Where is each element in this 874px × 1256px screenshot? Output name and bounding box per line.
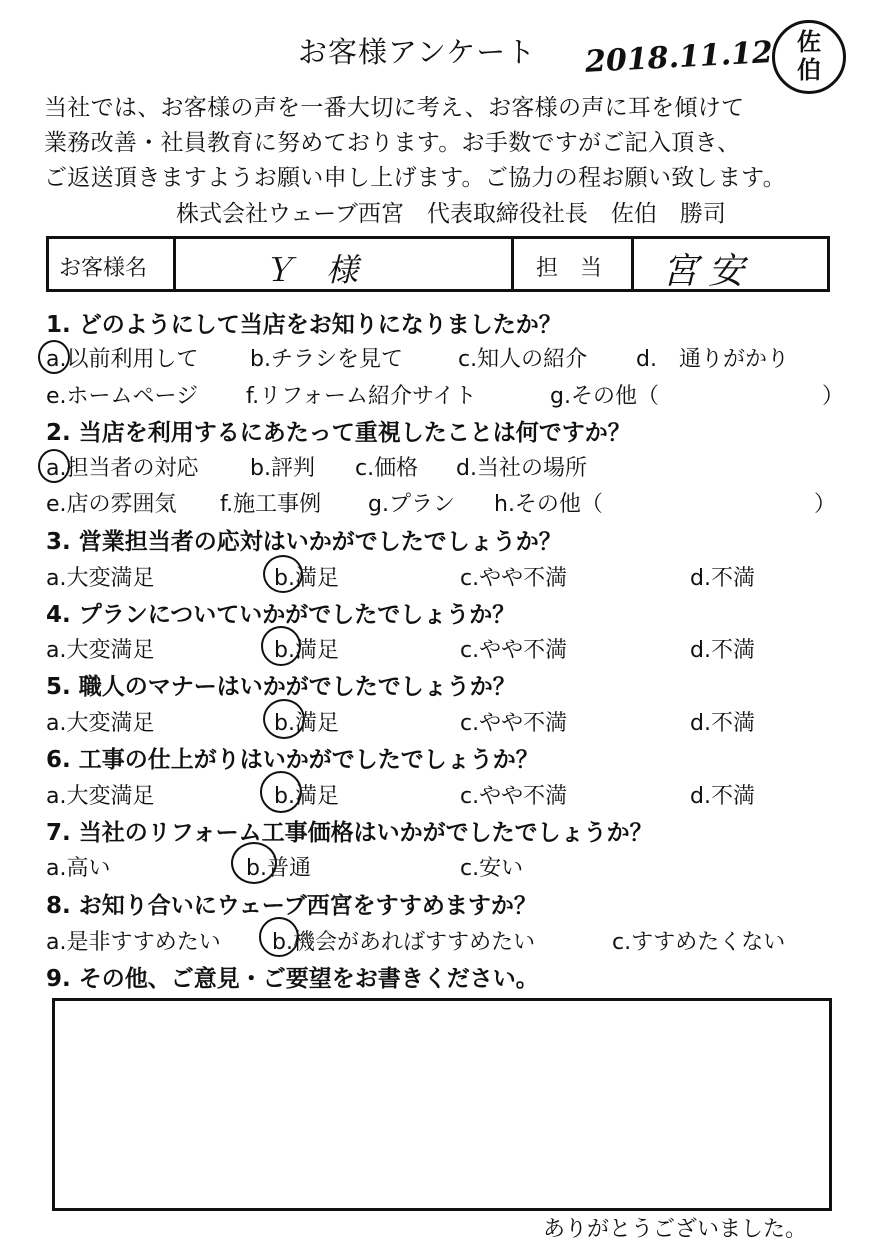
question-7: 7. 当社のリフォーム工事価格はいかがでしたでしょうか？ xyxy=(46,820,653,846)
q3-option-c[interactable]: c.やや不満 xyxy=(460,566,568,591)
q2-option-h[interactable]: h.その他（ xyxy=(494,492,603,517)
question-9: 9. その他、ご意見・ご要望をお書きください。 xyxy=(46,966,539,992)
seal-char-1: 佐 xyxy=(797,28,821,56)
question-6: 6. 工事の仕上がりはいかがでしたでしょうか？ xyxy=(46,747,539,773)
q4-option-d[interactable]: d.不満 xyxy=(690,638,755,663)
selected-circle-q2 xyxy=(38,449,70,483)
q6-option-a[interactable]: a.大変満足 xyxy=(46,784,155,809)
q1-option-d[interactable]: d. 通りがかり xyxy=(636,347,789,372)
q3-option-a[interactable]: a.大変満足 xyxy=(46,566,155,591)
question-4: 4. プランについていかがでしたでしょうか？ xyxy=(46,602,516,628)
q6-option-c[interactable]: c.やや不満 xyxy=(460,784,568,809)
q5-option-a[interactable]: a.大変満足 xyxy=(46,711,155,736)
staff-label-cell xyxy=(514,239,634,289)
customer-label-cell xyxy=(49,239,176,289)
q3-option-d[interactable]: d.不満 xyxy=(690,566,755,591)
selected-circle-q6 xyxy=(260,771,302,813)
q4-option-c[interactable]: c.やや不満 xyxy=(460,638,568,663)
question-2: 2. 当店を利用するにあたって重視したことは何ですか？ xyxy=(46,420,631,446)
seal-char-2: 伯 xyxy=(797,56,821,84)
q2-option-h-close: ） xyxy=(814,492,837,517)
q2-option-d[interactable]: d.当社の場所 xyxy=(456,456,587,481)
survey-title: お客様アンケート xyxy=(298,35,537,69)
q1-option-a[interactable]: a.以前利用して xyxy=(46,347,199,372)
q5-option-c[interactable]: c.やや不満 xyxy=(460,711,568,736)
q1-option-g-close: ） xyxy=(822,384,845,409)
q7-option-c[interactable]: c.安い xyxy=(460,856,524,881)
handwritten-date: 2018.11.12 xyxy=(584,35,774,80)
selected-circle-q8 xyxy=(259,917,299,957)
comment-box[interactable] xyxy=(52,998,832,1211)
customer-value: Ｙ 様 xyxy=(262,251,359,289)
q2-option-g[interactable]: g.プラン xyxy=(368,492,455,517)
staff-value: 宮安 xyxy=(662,251,755,292)
intro-line-2: 業務改善・社員教育に努めております。お手数ですがご記入頂き、 xyxy=(44,130,741,156)
q3-option-b[interactable]: b.満足 xyxy=(274,566,339,591)
q7-option-a[interactable]: a.高い xyxy=(46,856,111,881)
staff-value-cell xyxy=(634,239,827,292)
q1-option-f[interactable]: f.リフォーム紹介サイト xyxy=(246,384,477,409)
intro-line-1: 当社では、お客様の声を一番大切に考え、お客様の声に耳を傾けて xyxy=(44,95,745,121)
selected-circle-q7 xyxy=(231,842,277,884)
approval-seal xyxy=(772,20,846,94)
q2-option-b[interactable]: b.評判 xyxy=(250,456,315,481)
q8-option-b[interactable]: b.機会があればすすめたい xyxy=(272,930,536,955)
q4-option-b[interactable]: b.満足 xyxy=(274,638,339,663)
q6-option-d[interactable]: d.不満 xyxy=(690,784,755,809)
q7-option-b[interactable]: b.普通 xyxy=(246,856,311,881)
q1-option-b[interactable]: b.チラシを見て xyxy=(250,347,403,372)
q2-option-c[interactable]: c.価格 xyxy=(355,456,419,481)
staff-label: 担 当 xyxy=(536,256,603,281)
q1-option-g[interactable]: g.その他（ xyxy=(550,384,659,409)
question-5: 5. 職人のマナーはいかがでしたでしょうか？ xyxy=(46,674,516,700)
selected-circle-q3 xyxy=(263,555,303,593)
selected-circle-q4 xyxy=(261,626,301,666)
selected-circle-q5 xyxy=(263,699,305,739)
question-8: 8. お知り合いにウェーブ西宮をすすめますか？ xyxy=(46,893,537,919)
selected-circle-q1 xyxy=(38,340,70,374)
thanks-text: ありがとうございました。 xyxy=(543,1217,808,1242)
q1-option-c[interactable]: c.知人の紹介 xyxy=(458,347,588,372)
q2-option-e[interactable]: e.店の雰囲気 xyxy=(46,492,177,517)
q5-option-b[interactable]: b.満足 xyxy=(274,711,339,736)
question-1: 1. どのようにして当店をお知りになりましたか？ xyxy=(46,312,562,338)
q8-option-a[interactable]: a.是非すすめたい xyxy=(46,930,221,955)
q2-option-f[interactable]: f.施工事例 xyxy=(220,492,322,517)
question-3: 3. 営業担当者の応対はいかがでしたでしょうか？ xyxy=(46,529,562,555)
q1-option-e[interactable]: e.ホームページ xyxy=(46,384,199,409)
customer-label: お客様名 xyxy=(59,256,148,281)
q6-option-b[interactable]: b.満足 xyxy=(274,784,339,809)
company-line: 株式会社ウェーブ西宮 代表取締役社長 佐伯 勝司 xyxy=(176,201,726,227)
q4-option-a[interactable]: a.大変満足 xyxy=(46,638,155,663)
q8-option-c[interactable]: c.すすめたくない xyxy=(612,930,786,955)
q5-option-d[interactable]: d.不満 xyxy=(690,711,755,736)
q2-option-a[interactable]: a.担当者の対応 xyxy=(46,456,199,481)
customer-info-table xyxy=(46,236,830,292)
customer-value-cell xyxy=(176,239,514,289)
intro-line-3: ご返送頂きますようお願い申し上げます。ご協力の程お願い致します。 xyxy=(44,165,786,191)
